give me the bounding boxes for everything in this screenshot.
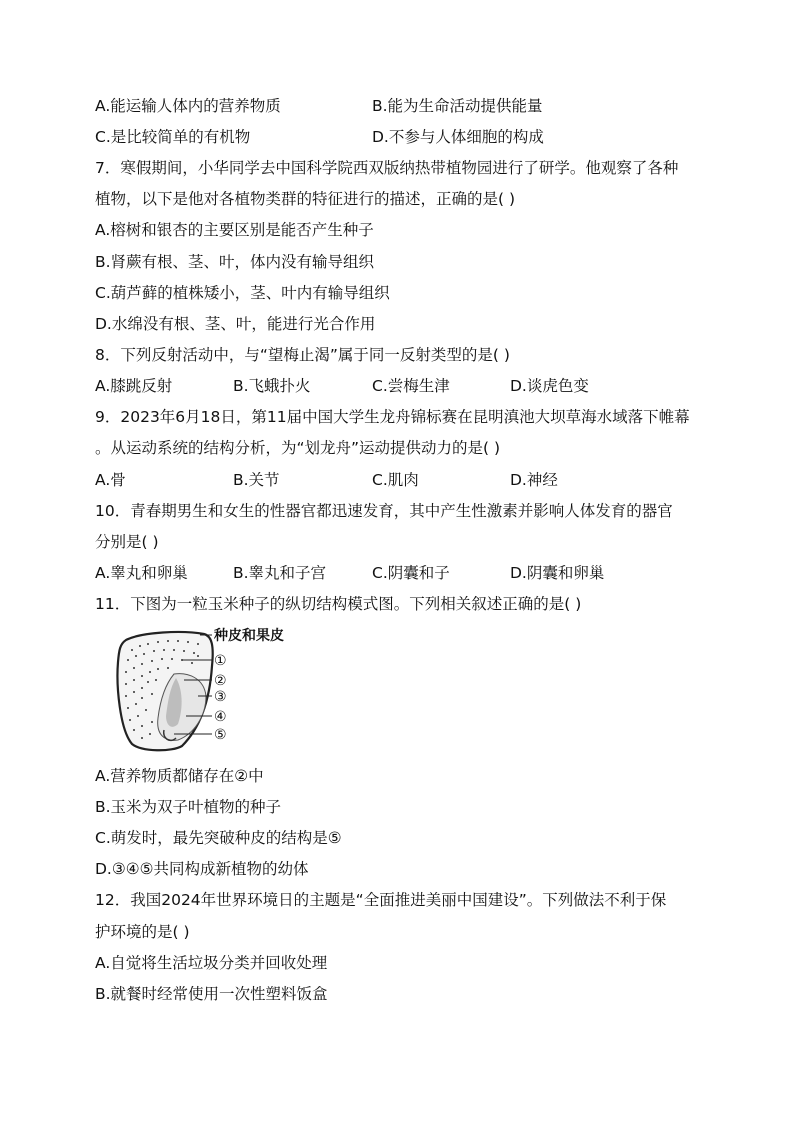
q8-option-b: B.飞蛾扑火 xyxy=(233,377,311,395)
q10-option-d: D.阴囊和卵巢 xyxy=(510,564,605,582)
label-2: ② xyxy=(214,673,227,689)
q6-option-d: D.不参与人体细胞的构成 xyxy=(372,128,544,146)
q9-stem-line1: 9．2023年6月18日，第11届中国大学生龙舟锦标赛在昆明滇池大坝草海水域落下帷幕 xyxy=(95,408,690,426)
q7-option-a: A.榕树和银杏的主要区别是能否产生种子 xyxy=(95,221,374,239)
q9-option-a: A.骨 xyxy=(95,471,126,489)
q10-option-a: A.睾丸和卵巢 xyxy=(95,564,188,582)
q12-option-b: B.就餐时经常使用一次性塑料饭盒 xyxy=(95,985,328,1003)
q7-stem-line1: 7．寒假期间，小华同学去中国科学院西双版纳热带植物园进行了研学。他观察了各种 xyxy=(95,159,679,177)
corn-seed-diagram xyxy=(112,626,302,754)
q8-option-a: A.膝跳反射 xyxy=(95,377,173,395)
q11-option-c: C.萌发时，最先突破种皮的结构是⑤ xyxy=(95,829,342,847)
q9-option-b: B.关节 xyxy=(233,471,280,489)
q8-option-d: D.谈虎色变 xyxy=(510,377,589,395)
q7-stem-line2: 植物，以下是他对各植物类群的特征进行的描述，正确的是( ) xyxy=(95,190,516,208)
q9-stem-line2: 。从运动系统的结构分析，为“划龙舟”运动提供动力的是( ) xyxy=(95,439,501,457)
q9-option-c: C.肌肉 xyxy=(372,471,419,489)
q11-option-a: A.营养物质都储存在②中 xyxy=(95,767,264,785)
q11-option-d: D.③④⑤共同构成新植物的幼体 xyxy=(95,860,309,878)
q11-stem: 11．下图为一粒玉米种子的纵切结构模式图。下列相关叙述正确的是( ) xyxy=(95,595,582,613)
q10-stem-line1: 10．青春期男生和女生的性器官都迅速发育，其中产生性激素并影响人体发育的器官 xyxy=(95,502,673,520)
q7-option-c: C.葫芦藓的植株矮小，茎、叶内有输导组织 xyxy=(95,284,390,302)
q10-stem-line2: 分别是( ) xyxy=(95,533,159,551)
q7-option-d: D.水绵没有根、茎、叶，能进行光合作用 xyxy=(95,315,376,333)
q12-stem-line1: 12．我国2024年世界环境日的主题是“全面推进美丽中国建设”。下列做法不利于保 xyxy=(95,891,667,909)
q6-option-c: C.是比较简单的有机物 xyxy=(95,128,251,146)
label-seed-coat-pericarp: 种皮和果皮 xyxy=(214,628,284,644)
q10-option-c: C.阴囊和子 xyxy=(372,564,450,582)
q12-stem-line2: 护环境的是( ) xyxy=(95,923,190,941)
label-1: ① xyxy=(214,653,227,669)
q6-option-b: B.能为生命活动提供能量 xyxy=(372,97,543,115)
label-3: ③ xyxy=(214,689,227,705)
q10-option-b: B.睾丸和子宫 xyxy=(233,564,327,582)
q8-option-c: C.尝梅生津 xyxy=(372,377,450,395)
q12-option-a: A.自觉将生活垃圾分类并回收处理 xyxy=(95,954,328,972)
q9-option-d: D.神经 xyxy=(510,471,558,489)
q6-option-a: A.能运输人体内的营养物质 xyxy=(95,97,281,115)
q7-option-b: B.肾蕨有根、茎、叶，体内没有输导组织 xyxy=(95,253,375,271)
q8-stem: 8．下列反射活动中，与“望梅止渴”属于同一反射类型的是( ) xyxy=(95,346,510,364)
label-5: ⑤ xyxy=(214,727,227,743)
q11-option-b: B.玉米为双子叶植物的种子 xyxy=(95,798,282,816)
label-4: ④ xyxy=(214,709,227,725)
